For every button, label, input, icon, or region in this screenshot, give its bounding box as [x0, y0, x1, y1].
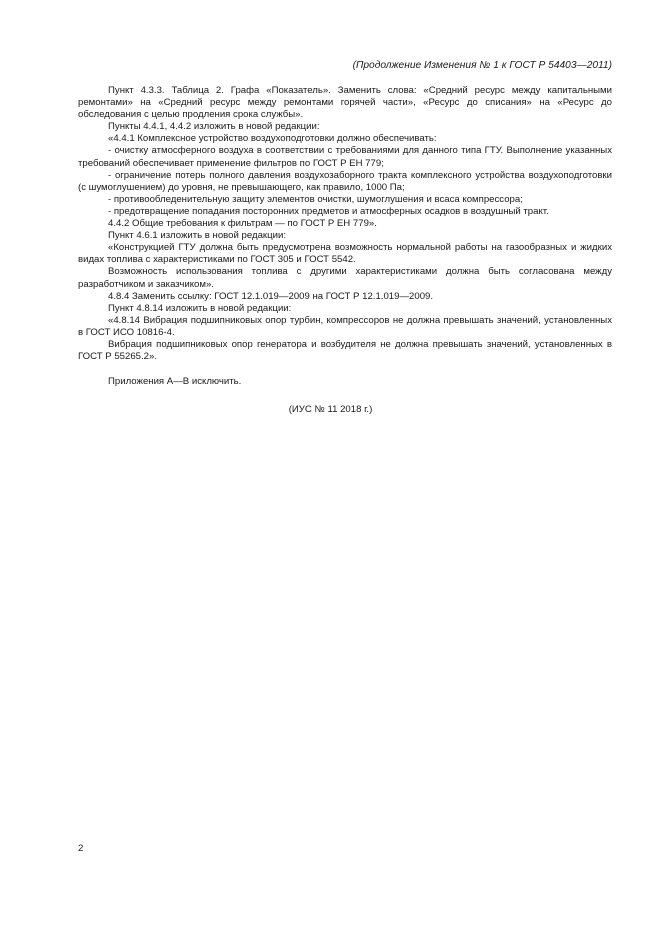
paragraph-4-8-14-intro: Пункт 4.8.14 изложить в новой редакции: — [108, 302, 292, 314]
list-item-anti-icing: - противообледенительную защиту элементов очистки, шумоглушения и всаса компрессора; — [108, 193, 523, 205]
source-note: (ИУС № 11 2018 г.) — [288, 404, 373, 415]
list-item-pressure-loss: - ограничение потерь полного давления воздухозаборного тракта комплексного устройства воздухоподготовки (с шумоглушением) до уровня, не превышающего, как правило, 1000 Па; — [78, 169, 612, 193]
paragraph-fuel-agreement: Возможность использования топлива с другими характеристиками должна быть согласована между разработчиком и заказчиком». — [78, 266, 612, 290]
running-header: (Продолжение Изменения № 1 к ГОСТ Р 54403—2011) — [352, 60, 612, 71]
paragraph-4-3-3: Пункт 4.3.3. Таблица 2. Графа «Показатель». Заменить слова: «Средний ресурс между капитальными ремонтами» на «Средний ресурс между ремонтами горячей части», «Ресурс до списания» на «Ресурс до обследования с целью продления срока службы». — [78, 85, 612, 121]
page-number: 2 — [78, 843, 84, 854]
paragraph-4-6-1: «Конструкцией ГТУ должна быть предусмотрена возможность нормальной работы на газообразных и жидких видах топлива с характеристиками по ГОСТ 305 и ГОСТ 5542. — [78, 242, 612, 266]
paragraph-4-8-14: «4.8.14 Вибрация подшипниковых опор турбин, компрессоров не должна превышать значений, установленных в ГОСТ ИСО 10816-4. — [78, 314, 612, 338]
paragraph-4-6-1-intro: Пункт 4.6.1 изложить в новой редакции: — [108, 230, 286, 242]
paragraph-4-4-intro: Пункты 4.4.1, 4.4.2 изложить в новой редакции: — [108, 121, 320, 133]
amendment-body — [78, 85, 612, 388]
paragraph-4-8-4: 4.8.4 Заменить ссылку: ГОСТ 12.1.019—2009 на ГОСТ Р 12.1.019—2009. — [108, 290, 434, 302]
paragraph-generator-vibration: Вибрация подшипниковых опор генератора и возбудителя не должна превышать значений, установленных в ГОСТ Р 55265.2». — [78, 338, 612, 363]
paragraph-4-4-2: 4.4.2 Общие требования к фильтрам — по ГОСТ Р ЕН 779». — [108, 218, 377, 230]
list-item-foreign-objects: - предотвращение попадания посторонних предметов и атмосферных осадков в воздушный тракт. — [108, 205, 549, 217]
paragraph-4-4-1: «4.4.1 Комплексное устройство воздухоподготовки должно обеспечивать: — [108, 133, 437, 145]
list-item-air-cleaning: - очистку атмосферного воздуха в соответствии с требованиями для данного типа ГТУ. Выполнение указанных требований обеспечивает применение фильтров по ГОСТ Р ЕН 779; — [78, 145, 612, 169]
appendix-note: Приложения А—В исключить. — [108, 376, 242, 388]
